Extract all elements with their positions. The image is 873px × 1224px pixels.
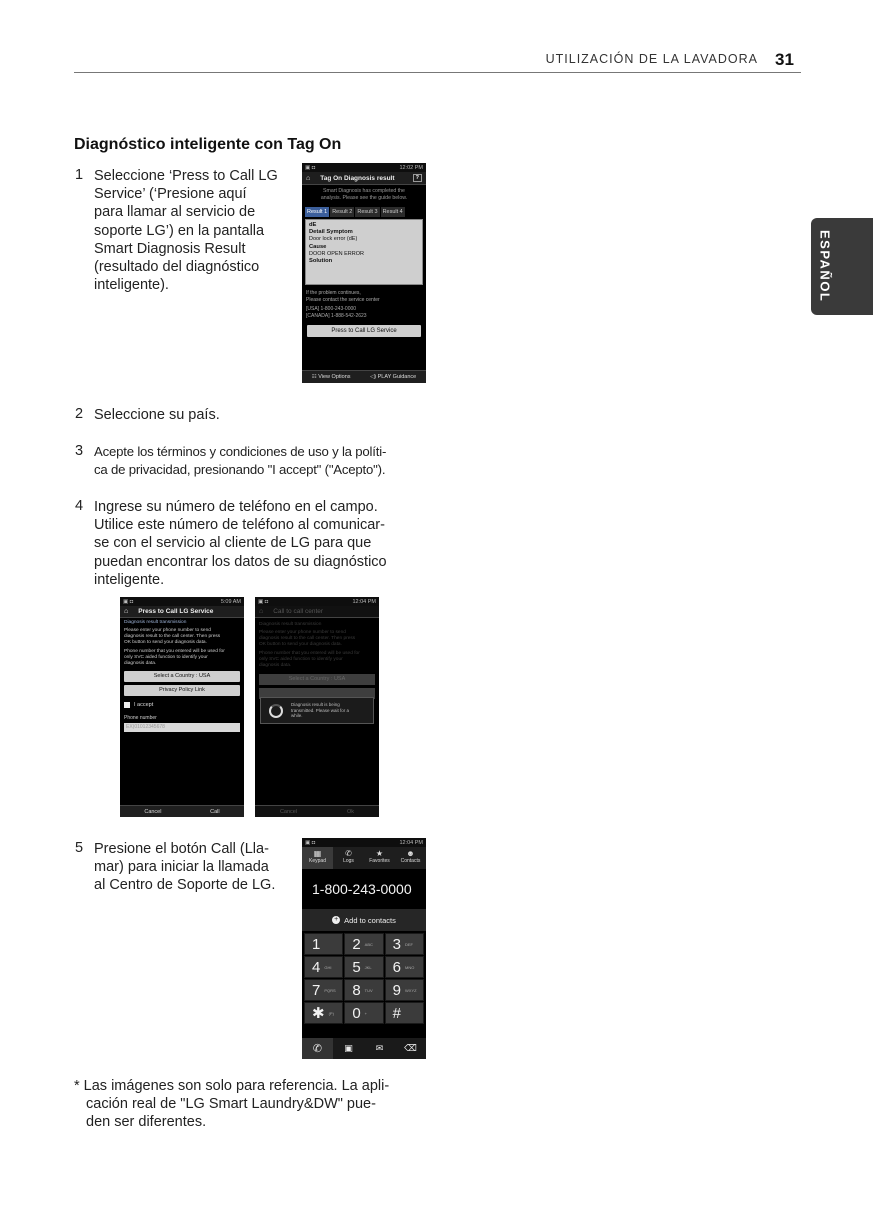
accept-checkbox[interactable] [124, 702, 130, 708]
home-icon[interactable]: ⌂ [124, 608, 129, 615]
contact-info: If the problem continues, Please contact the service center [USA] 1-800-243-0000 [CANADA] 1-888-542-2623 [306, 290, 380, 319]
backspace-icon: ⌫ [404, 1043, 417, 1053]
status-bar: ▣ ◘ 12:04 PM [255, 597, 379, 606]
dial-key[interactable]: 7 PQRS [304, 979, 343, 1001]
phone-screen-transmitting [255, 597, 379, 817]
status-bar: ▣ ◘ 5:09 AM [120, 597, 244, 606]
tab-favorites[interactable]: ★ Favorites [364, 847, 395, 869]
help-icon[interactable]: ? [413, 174, 422, 182]
phone-number-input[interactable]: EX)01012345678 [124, 723, 240, 732]
title-bar: ⌂ Tag On Diagnosis result ? [302, 172, 426, 185]
step-text: Seleccione ‘Press to Call LG Service’ (‘Presione aquí para llamar al servicio de soporte LG’) en la pantalla Smart Diagnosis Result (resultado del diagnóstico inteligente). [94, 168, 278, 294]
phone-label: Phone number [124, 715, 157, 721]
speaker-icon: ◁) [370, 374, 377, 380]
step-number: 5 [75, 840, 84, 856]
step-text: Seleccione su país. [94, 407, 220, 423]
select-country-button-dimmed: Select a Country : USA [259, 674, 375, 685]
step-text: Presione el botón Call (Lla- mar) para iniciar la llamada al Centro de Soporte de LG. [94, 841, 276, 894]
star-icon: ★ [375, 849, 384, 858]
step-number: 2 [75, 406, 84, 422]
select-country-button[interactable]: Select a Country : USA [124, 671, 240, 682]
dial-key[interactable]: 5 JKL [344, 956, 383, 978]
title-bar: ⌂ Press to Call LG Service [120, 606, 244, 618]
form-body: Diagnosis result transmission Please enter your phone number to send diagnosis result to the call center. Then press OK button to send your diagnosis data. Phone number that you entered will be used for only SVC aided function to identify your diagnosis data. [124, 620, 225, 666]
tab-result-1[interactable]: Result 1 [307, 209, 328, 215]
dial-key[interactable]: 2 ABC [344, 933, 383, 955]
step-number: 1 [75, 167, 84, 183]
language-side-tab-label: ESPAÑOL [817, 230, 833, 303]
tab-contacts[interactable]: ☻ Contacts [395, 847, 426, 869]
tab-result-2[interactable]: Result 2 [332, 209, 353, 215]
step-number: 4 [75, 498, 84, 514]
phone-screen-diagnosis-result [302, 163, 426, 383]
result-tabs [302, 207, 426, 217]
footnote: * Las imágenes son solo para referencia. La apli- cación real de "LG Smart Laundry&DW" pue- den ser diferentes. [74, 1078, 390, 1130]
header-rule [74, 72, 801, 73]
press-to-call-button[interactable]: Press to Call LG Service [307, 325, 421, 337]
tab-result-4[interactable]: Result 4 [382, 209, 403, 215]
step-number: 3 [75, 443, 84, 459]
home-icon[interactable]: ⌂ [306, 174, 311, 182]
logs-icon: ✆ [345, 849, 352, 858]
dial-key[interactable]: ✱ (P) [304, 1002, 343, 1024]
dial-key[interactable]: 4 GHI [304, 956, 343, 978]
privacy-policy-button[interactable]: Privacy Policy Link [124, 685, 240, 696]
tab-logs[interactable]: ✆ Logs [333, 847, 364, 869]
phone-icon: ✆ [312, 1043, 323, 1055]
bottom-bar [302, 370, 426, 383]
call-button[interactable]: Call [210, 808, 220, 815]
dialer-tabs [302, 847, 426, 869]
bottom-bar [120, 805, 244, 817]
dial-key[interactable]: 3 DEF [385, 933, 424, 955]
message-icon: ✉ [375, 1043, 384, 1053]
title-bar: ⌂ Call to call center [255, 606, 379, 618]
keypad-icon: ▦ [313, 849, 322, 858]
phone-screen-press-to-call [120, 597, 244, 817]
intro-text: Smart Diagnosis has completed the analysis. Please see the guide below. [320, 188, 408, 201]
step-text: Acepte los términos y condiciones de uso y la políti- ca de privacidad, presionando "I accept" ("Acepto"). [94, 444, 387, 477]
person-icon: ☻ [406, 849, 415, 858]
status-bar: ▣ ◘ 12:02 PM [302, 163, 426, 172]
dial-key[interactable]: # [385, 1002, 424, 1024]
accept-row: I accept [124, 702, 240, 708]
dial-key[interactable]: 9 WXYZ [385, 979, 424, 1001]
options-icon: ☷ [311, 374, 317, 380]
dialer-actions [302, 1038, 426, 1059]
backspace-button[interactable] [395, 1038, 426, 1059]
video-call-button[interactable] [333, 1038, 364, 1059]
progress-dialog: Diagnosis result is being transmitted. Please wait for a while. [260, 697, 374, 724]
section-title: Diagnóstico inteligente con Tag On [74, 136, 342, 153]
spinner-icon [269, 704, 283, 718]
play-guidance-button[interactable]: ◁) PLAY Guidance [370, 374, 417, 380]
cancel-button[interactable]: Cancel [144, 808, 162, 815]
view-options-button[interactable]: ☷ View Options [311, 374, 351, 380]
dimmed-form-text: Diagnosis result transmission Please enter your phone number to send diagnosis result to the call center. Then press OK button to send your diagnosis data. Phone number that you entered will be used for only SVC aided function to identify your diagnosis data. [259, 622, 360, 668]
tab-keypad[interactable]: ▦ Keypad [302, 847, 333, 869]
plus-circle-icon: + [334, 916, 339, 923]
bottom-bar [255, 805, 379, 817]
message-button[interactable] [364, 1038, 395, 1059]
home-icon: ⌂ [259, 608, 264, 615]
status-bar: ▣ ◘ 12:04 PM [302, 838, 426, 847]
tab-result-3[interactable]: Result 3 [357, 209, 378, 215]
step-text: Ingrese su número de teléfono en el campo. Utilice este número de teléfono al comunicar- se con el servicio al cliente de LG para que puedan encontrar los datos de su diagnóstico inteligente. [94, 499, 387, 588]
dial-keypad [302, 931, 426, 1024]
result-detail-box: dE Detail Symptom Door lock error (dE) Cause DOOR OPEN ERROR Solution [305, 219, 423, 285]
dialed-number: 1-800-243-0000 [302, 869, 426, 909]
dial-key[interactable]: 6 MNO [385, 956, 424, 978]
dial-key[interactable]: 1 [304, 933, 343, 955]
running-head: UTILIZACIÓN DE LA LAVADORA [545, 52, 758, 66]
dial-key[interactable]: 0 + [344, 1002, 383, 1024]
call-button[interactable] [302, 1038, 333, 1059]
dial-key[interactable]: 8 TUV [344, 979, 383, 1001]
page-number: 31 [775, 50, 794, 69]
phone-screen-dialer [302, 838, 426, 1059]
add-to-contacts-button[interactable]: + Add to contacts [302, 909, 426, 931]
cancel-button: Cancel [279, 808, 298, 815]
video-call-icon: ▣ [344, 1043, 353, 1053]
ok-button: Ok [347, 808, 355, 815]
